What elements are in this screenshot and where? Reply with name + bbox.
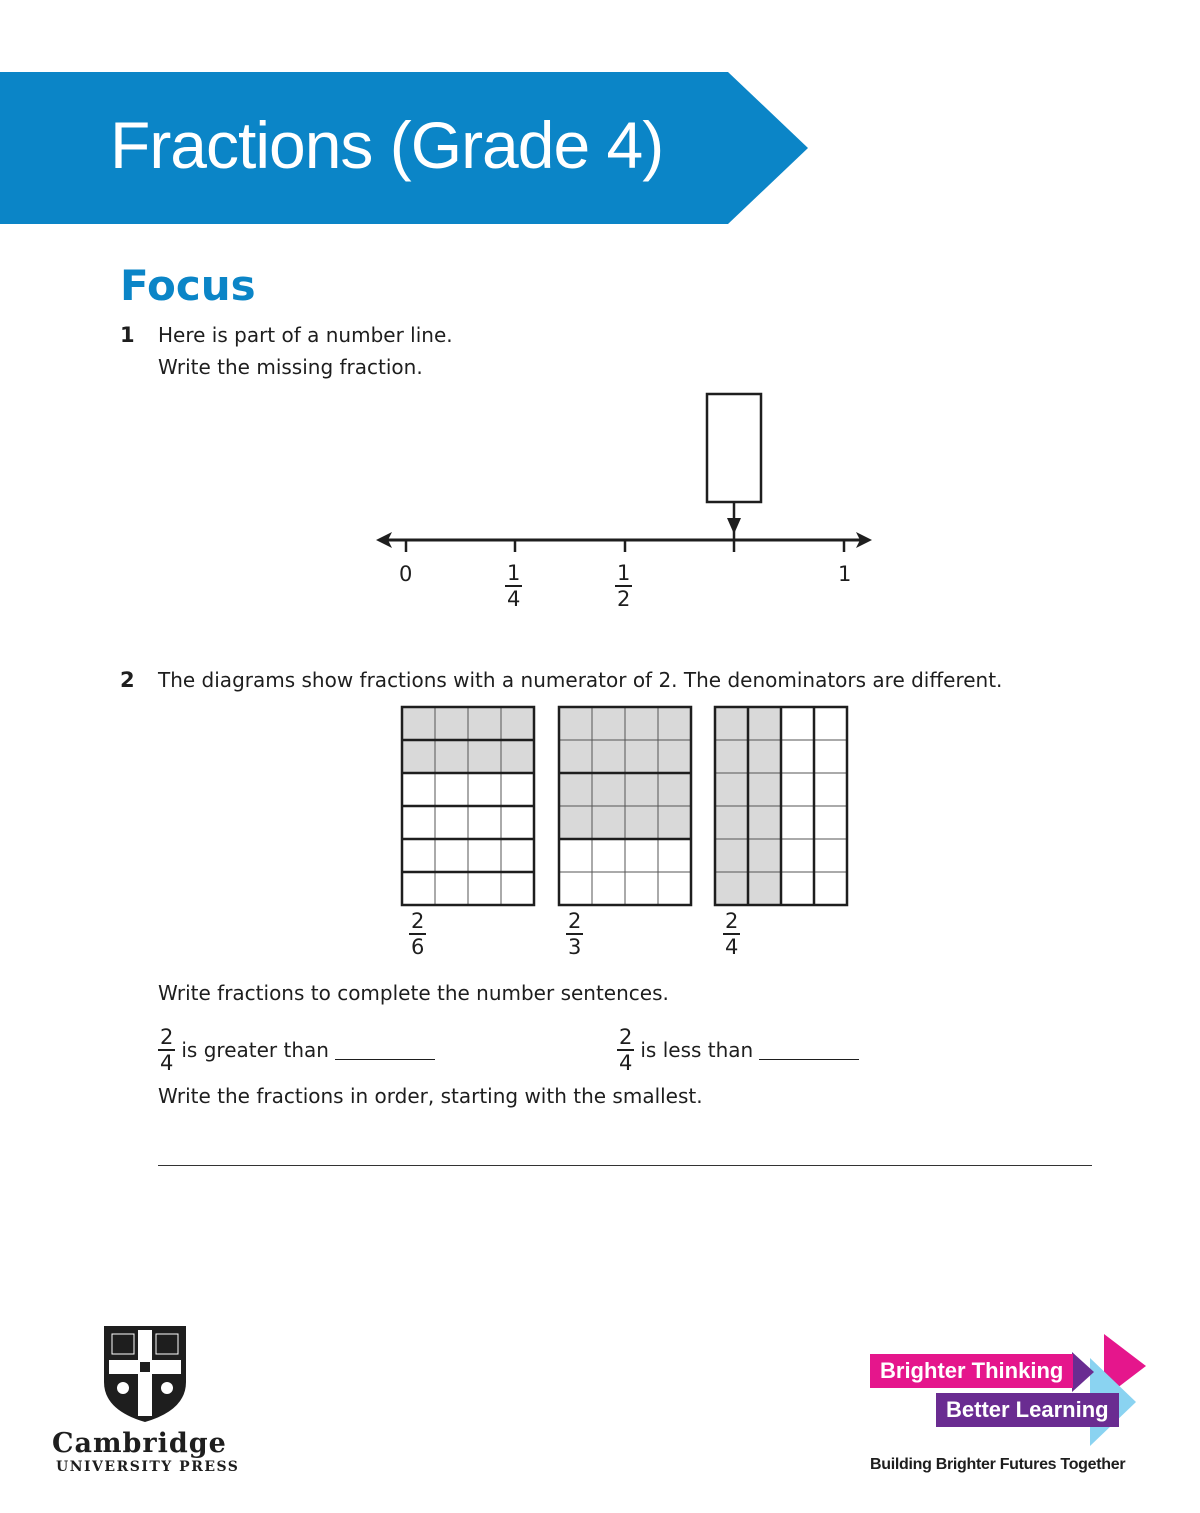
numerator: 2 — [160, 1025, 174, 1049]
question-1-line-2: Write the missing fraction. — [158, 355, 423, 379]
denominator: 6 — [411, 935, 425, 959]
instruction-number-sentences: Write fractions to complete the number sentences. — [158, 981, 669, 1005]
page-title: Fractions (Grade 4) — [110, 108, 664, 182]
denominator: 4 — [619, 1051, 633, 1075]
diagram-label-two-thirds — [566, 910, 583, 958]
cambridge-shield-icon — [100, 1324, 190, 1424]
slogan-brighter-thinking: Brighter Thinking — [870, 1354, 1073, 1388]
numerator: 2 — [725, 909, 739, 933]
question-2-text: The diagrams show fractions with a numerator of 2. The denominators are different. — [158, 668, 1003, 692]
section-heading: Focus — [120, 261, 256, 310]
sentence-text: is greater than — [181, 1038, 329, 1062]
order-answer-line[interactable] — [158, 1165, 1092, 1166]
answer-blank-less[interactable] — [759, 1059, 859, 1060]
label-zero: 0 — [399, 562, 413, 586]
diagram-label-two-quarters — [723, 910, 740, 958]
question-1-number: 1 — [120, 323, 135, 347]
label-one: 1 — [838, 562, 852, 586]
denominator: 3 — [568, 935, 582, 959]
sentence-fraction — [158, 1026, 175, 1074]
instruction-order-fractions: Write the fractions in order, starting with the smallest. — [158, 1084, 703, 1108]
numerator: 1 — [617, 561, 631, 585]
diagram-two-thirds — [559, 707, 691, 905]
number-sentence-greater — [158, 1026, 435, 1074]
diagram-two-quarters — [715, 707, 847, 905]
question-1-line-1: Here is part of a number line. — [158, 323, 453, 347]
denominator: 4 — [160, 1051, 174, 1075]
answer-blank-greater[interactable] — [335, 1059, 435, 1060]
diagram-two-sixths — [402, 707, 534, 905]
number-sentence-less — [617, 1026, 859, 1074]
slogan-better-learning: Better Learning — [936, 1393, 1119, 1427]
denominator: 2 — [617, 587, 631, 611]
numerator: 1 — [507, 561, 521, 585]
numerator: 2 — [411, 909, 425, 933]
footer-tagline: Building Brighter Futures Together — [870, 1456, 1126, 1473]
sentence-text: is less than — [640, 1038, 754, 1062]
denominator: 4 — [507, 587, 521, 611]
question-2-number: 2 — [120, 668, 135, 692]
numerator: 2 — [568, 909, 582, 933]
diagram-label-two-sixths — [409, 910, 426, 958]
publisher-subtitle: UNIVERSITY PRESS — [56, 1459, 240, 1475]
denominator: 4 — [725, 935, 739, 959]
publisher-name: Cambridge — [52, 1428, 227, 1459]
numerator: 2 — [619, 1025, 633, 1049]
sentence-fraction — [617, 1026, 634, 1074]
